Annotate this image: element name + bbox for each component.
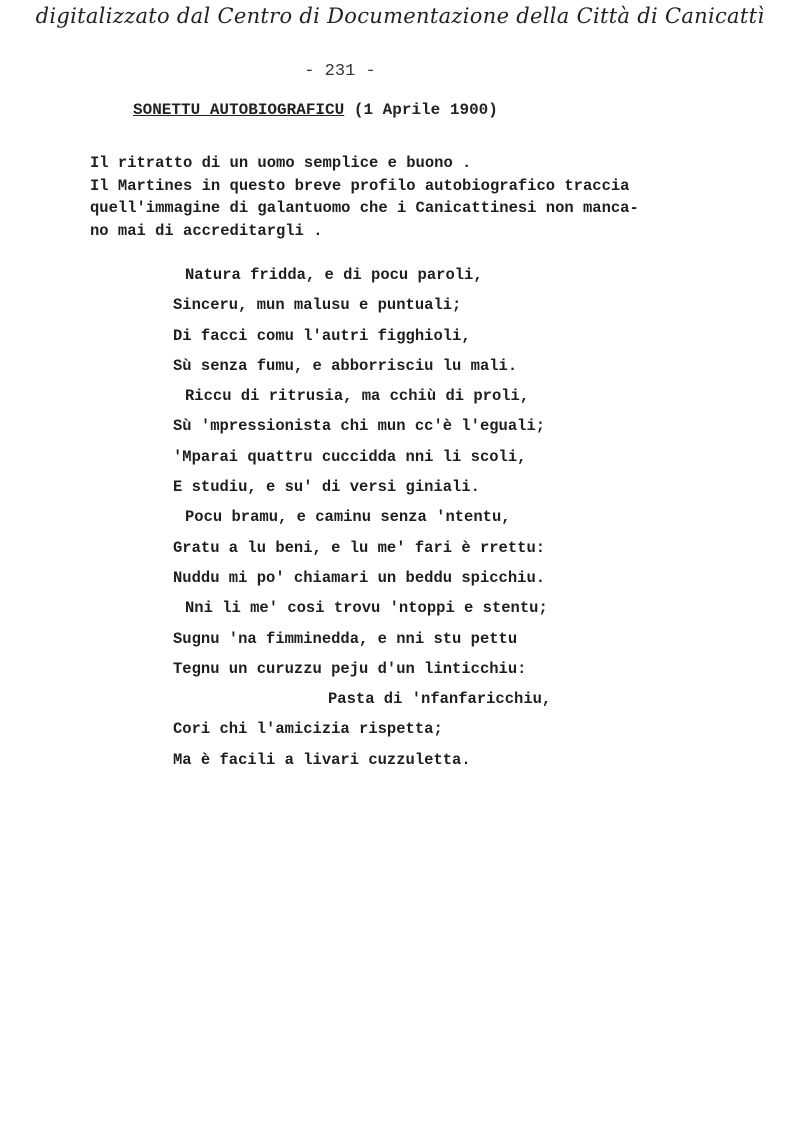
poem-line: Cori chi l'amicizia rispetta; (173, 720, 443, 739)
intro-line: Il ritratto di un uomo semplice e buono . (90, 154, 472, 172)
poem-heading (133, 101, 498, 119)
poem-line: Pocu bramu, e caminu senza 'ntentu, (185, 508, 511, 527)
poem-line: Riccu di ritrusia, ma cchiù di proli, (185, 387, 530, 406)
intro-line: Il Martines in questo breve profilo autobiografico traccia (90, 176, 630, 195)
poem-line: E studiu, e su' di versi giniali. (173, 478, 480, 497)
poem-line: Natura fridda, e di pocu paroli, (185, 266, 483, 284)
intro-line: quell'immagine di galantuomo che i Canicattinesi non manca- (90, 199, 639, 217)
poem-line: Sugnu 'na fimminedda, e nni stu pettu (173, 629, 518, 648)
poem-line: 'Mparai quattru cuccidda nni li scoli, (173, 447, 527, 466)
poem-line: Di facci comu l'autri figghioli, (173, 326, 471, 345)
poem-line: Tegnu un curuzzu peju d'un linticchiu: (173, 659, 527, 678)
digitization-watermark: digitalizzato dal Centro di Documentazione della Città di Canicattì (35, 4, 765, 28)
poem-title: SONETTU AUTOBIOGRAFICU (133, 101, 345, 119)
page-number: - 231 - (304, 62, 376, 81)
poem-body (173, 260, 551, 775)
poem-line: Sù senza fumu, e abborrisciu lu mali. (173, 356, 518, 375)
poem-line: Nni li me' cosi trovu 'ntoppi e stentu; (185, 599, 548, 618)
poem-line: Nuddu mi po' chiamari un beddu spicchiu. (173, 568, 546, 587)
poem-line: Pasta di 'nfanfaricchiu, (328, 690, 552, 709)
poem-date: (1 Aprile 1900) (353, 101, 498, 119)
intro-line: no mai di accreditargli . (90, 221, 323, 240)
poem-line: Ma è facili a livari cuzzuletta. (173, 750, 471, 769)
poem-line: Sù 'mpressionista chi mun cc'è l'eguali; (173, 417, 546, 436)
intro-paragraph (90, 152, 750, 242)
poem-line: Gratu a lu beni, e lu me' fari è rrettu: (173, 538, 546, 557)
poem-line: Sinceru, mun malusu e puntuali; (173, 296, 462, 315)
